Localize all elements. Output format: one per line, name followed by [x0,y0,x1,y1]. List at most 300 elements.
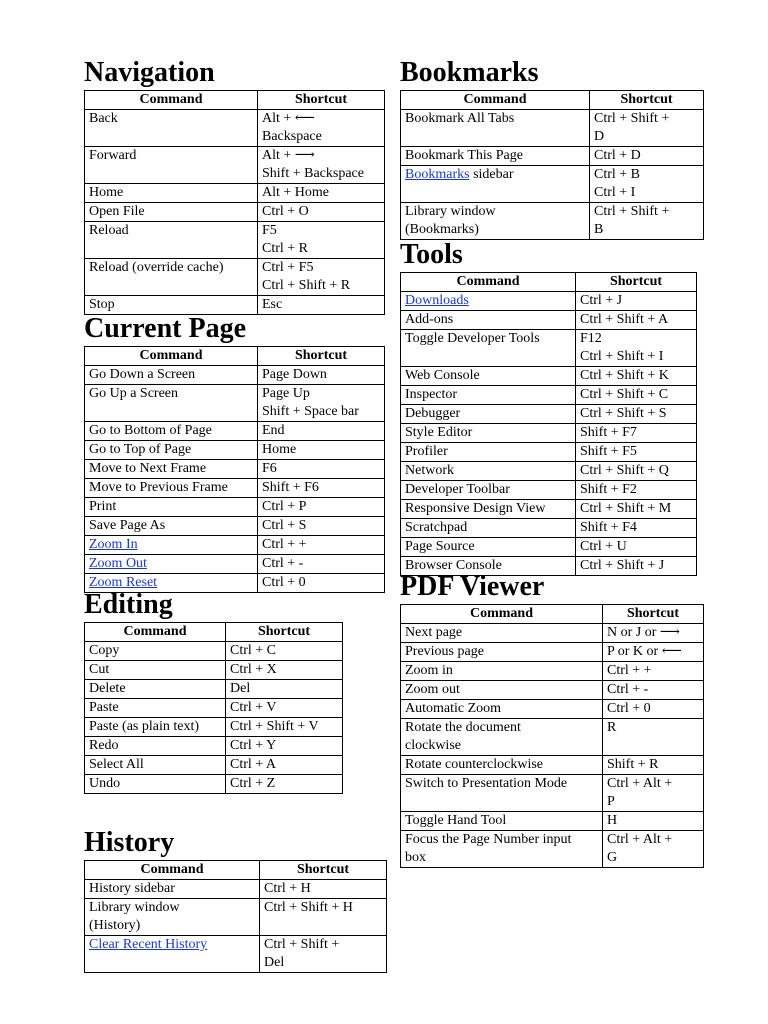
command-cell [85,366,258,385]
shortcut-cell [603,624,704,643]
table-row [85,479,385,498]
command-cell [401,311,576,330]
command-header: Command [401,605,603,624]
command-cell [401,443,576,462]
shortcut-text: F6 [262,461,277,476]
shortcut-cell [258,555,385,574]
pdf-viewer-section [400,572,704,868]
shortcut-text: Ctrl + U [580,539,627,554]
section-title: History [84,827,175,858]
table-row [85,296,385,315]
table-row [401,700,704,719]
command-cell [401,624,603,643]
command-cell [401,500,576,519]
bookmarks-section [400,58,704,240]
command-text: Open File [89,204,145,219]
shortcut-text: Backspace [262,129,322,144]
table-row [401,311,697,330]
shortcut-cell [576,405,697,424]
table-row [85,536,385,555]
command-text: Go Down a Screen [89,367,196,382]
command-line [89,536,253,554]
command-text: Home [89,185,124,200]
command-cell [85,479,258,498]
section-title: Tools [400,239,463,270]
shortcut-header: Shortcut [258,91,385,110]
command-cell [401,719,603,756]
shortcut-cell [226,661,343,680]
table-row [401,812,704,831]
shortcut-text: F12 [580,331,602,346]
command-text: Forward [89,148,137,163]
shortcut-text: Shift + F2 [580,482,637,497]
command-cell [85,441,258,460]
command-text: Rotate the document [405,720,521,735]
command-text: History sidebar [89,881,175,896]
table-row [85,661,343,680]
shortcut-cell [576,292,697,311]
table-row [85,441,385,460]
shortcut-text: Ctrl + H [264,881,311,896]
command-cell [85,718,226,737]
table-row [85,642,343,661]
shortcut-cell [603,700,704,719]
command-text: Paste (as plain text) [89,719,200,734]
command-link[interactable]: Zoom Reset [89,575,158,590]
command-cell [85,498,258,517]
shortcut-cell [576,367,697,386]
table-row [401,203,704,240]
command-link[interactable]: Downloads [405,293,469,308]
table-row [401,292,697,311]
command-text: (Bookmarks) [405,222,479,237]
command-cell [85,880,260,899]
shortcut-cell [258,259,385,296]
command-cell [401,538,576,557]
shortcut-cell [603,831,704,868]
table-row [401,481,697,500]
command-link[interactable]: Bookmarks [405,167,470,182]
command-text: box [405,850,426,865]
shortcut-cell [258,536,385,555]
command-cell [401,681,603,700]
command-text: Zoom out [405,682,460,697]
table-row [85,756,343,775]
command-text: Copy [89,643,120,658]
command-text: Move to Next Frame [89,461,207,476]
table-row [85,184,385,203]
shortcut-text: D [594,129,605,144]
shortcut-cell [258,296,385,315]
shortcut-table [400,604,704,868]
shortcut-header: Shortcut [590,91,704,110]
command-cell [85,936,260,973]
command-cell [85,756,226,775]
shortcut-cell [258,441,385,460]
table-row [401,147,704,166]
shortcut-cell [576,311,697,330]
shortcut-text: Ctrl + Shift + V [230,719,319,734]
shortcut-text: Alt + ⟶ [262,148,315,163]
shortcut-cell [603,643,704,662]
command-cell [401,831,603,868]
table-row [85,203,385,222]
command-header: Command [85,91,258,110]
command-text: Toggle Hand Tool [405,813,507,828]
shortcut-cell [576,519,697,538]
table-row [85,718,343,737]
shortcut-cell [258,517,385,536]
command-text: Web Console [405,368,480,383]
command-header: Command [401,273,576,292]
shortcut-header: Shortcut [226,623,343,642]
table-row [401,386,697,405]
command-cell [401,643,603,662]
command-text: Profiler [405,444,448,459]
shortcut-text: Ctrl + Z [230,776,276,791]
command-text: Paste [89,700,119,715]
shortcut-text: P [607,794,615,809]
command-cell [85,555,258,574]
shortcut-text: Ctrl + Shift + [594,111,670,126]
navigation-section [84,58,385,315]
command-text: Go to Top of Page [89,442,192,457]
command-cell [85,259,258,296]
shortcut-text: Ctrl + Shift + [264,937,340,952]
table-row [85,880,387,899]
command-cell [401,292,576,311]
command-header: Command [401,91,590,110]
table-row [85,366,385,385]
shortcut-text: Ctrl + S [262,518,307,533]
shortcut-text: Ctrl + O [262,204,309,219]
command-cell [401,110,590,147]
command-text: Zoom in [405,663,453,678]
shortcut-cell [576,443,697,462]
command-link[interactable]: Clear Recent History [89,937,208,952]
command-text: Save Page As [89,518,166,533]
shortcut-text: Ctrl + D [594,148,641,163]
shortcut-text: Ctrl + Shift + M [580,501,672,516]
command-cell [85,460,258,479]
shortcut-text: Shift + F7 [580,425,637,440]
shortcut-text: Ctrl + 0 [607,701,651,716]
shortcut-text: Ctrl + + [607,663,652,678]
command-cell [85,296,258,315]
shortcut-text: B [594,222,604,237]
shortcut-text: F5 [262,223,277,238]
shortcut-text: H [607,813,618,828]
command-text: Next page [405,625,463,640]
shortcut-text: Shift + Backspace [262,166,364,181]
command-header: Command [85,623,226,642]
table-row [401,462,697,481]
shortcut-text: Ctrl + Alt + [607,832,673,847]
command-cell [85,184,258,203]
command-cell [85,203,258,222]
table-row [401,330,697,367]
shortcut-cell [226,718,343,737]
shortcut-table [84,90,385,315]
shortcut-text: Del [264,955,285,970]
command-text: Go Up a Screen [89,386,179,401]
command-text: Browser Console [405,558,502,573]
shortcut-table [400,272,697,576]
shortcut-cell [258,222,385,259]
command-text: Back [89,111,118,126]
shortcut-cell [590,110,704,147]
shortcut-text: Ctrl + Y [230,738,277,753]
shortcut-text: Ctrl + B [594,167,641,182]
command-link[interactable]: Zoom Out [89,556,147,571]
shortcut-text: Ctrl + Shift + C [580,387,669,402]
shortcut-cell [258,460,385,479]
command-cell [85,422,258,441]
command-cell [401,424,576,443]
shortcut-cell [258,110,385,147]
shortcut-table [84,622,343,794]
shortcut-text: Ctrl + Shift + S [580,406,667,421]
shortcut-cell [603,662,704,681]
shortcut-text: Ctrl + Shift + K [580,368,669,383]
current-page-section [84,314,385,593]
shortcut-text: Alt + ⟵ [262,111,315,126]
shortcut-cell [576,330,697,367]
command-cell [401,462,576,481]
table-row [401,624,704,643]
table-row [85,680,343,699]
shortcut-cell [226,642,343,661]
shortcut-cell [576,538,697,557]
shortcut-text: Ctrl + C [230,643,277,658]
shortcut-text: N or J or ⟶ [607,625,680,640]
table-row [85,259,385,296]
table-row [85,775,343,794]
shortcut-cell [603,775,704,812]
shortcut-text: Ctrl + Shift + J [580,558,665,573]
table-row [85,555,385,574]
command-link[interactable]: Zoom In [89,537,138,552]
command-cell [85,147,258,184]
table-row [85,498,385,517]
command-text: Cut [89,662,110,677]
shortcut-text: G [607,850,618,865]
command-cell [85,680,226,699]
command-cell [401,367,576,386]
command-text: Inspector [405,387,458,402]
shortcut-header: Shortcut [260,861,387,880]
table-row [85,899,387,936]
shortcut-text: Ctrl + Shift + Q [580,463,669,478]
command-text: Undo [89,776,121,791]
table-row [401,519,697,538]
command-text: Bookmark This Page [405,148,523,163]
command-text: (History) [89,918,141,933]
shortcut-text: Page Up [262,386,310,401]
command-text: Page Source [405,539,475,554]
shortcut-cell [258,422,385,441]
table-row [401,756,704,775]
table-row [85,517,385,536]
shortcut-cell [590,203,704,240]
section-title: Editing [84,589,173,620]
command-line [89,936,255,954]
shortcut-text: Ctrl + R [262,241,309,256]
command-cell [401,481,576,500]
table-row [401,643,704,662]
table-row [401,424,697,443]
shortcut-cell [258,147,385,184]
shortcut-text: Shift + F5 [580,444,637,459]
command-header: Command [85,861,260,880]
shortcut-cell [226,737,343,756]
command-cell [85,899,260,936]
shortcut-text: Ctrl + P [262,499,307,514]
shortcut-text: Del [230,681,251,696]
table-row [401,405,697,424]
command-text: Reload [89,223,129,238]
section-title: Navigation [84,57,215,88]
shortcut-text: End [262,423,285,438]
shortcut-text: Shift + F4 [580,520,637,535]
table-row [401,831,704,868]
command-text: clockwise [405,738,461,753]
command-text: Responsive Design View [405,501,546,516]
command-text: Redo [89,738,119,753]
command-cell [85,642,226,661]
command-text: Developer Toolbar [405,482,510,497]
command-cell [401,756,603,775]
command-text: Scratchpad [405,520,468,535]
shortcut-table [84,346,385,593]
command-text: Add-ons [405,312,454,327]
command-cell [401,405,576,424]
command-text: Go to Bottom of Page [89,423,212,438]
shortcut-cell [258,385,385,422]
command-cell [85,737,226,756]
table-row [401,367,697,386]
tools-section [400,240,697,576]
shortcut-cell [576,424,697,443]
shortcut-text: Ctrl + A [230,757,277,772]
shortcut-cell [260,880,387,899]
command-text: Toggle Developer Tools [405,331,540,346]
shortcut-text: Home [262,442,297,457]
shortcut-header: Shortcut [258,347,385,366]
shortcut-text: Esc [262,297,283,312]
shortcut-text: Ctrl + Shift + R [262,278,351,293]
shortcut-text: Shift + F6 [262,480,319,495]
command-text: Select All [89,757,144,772]
command-cell [85,222,258,259]
command-cell [401,330,576,367]
command-text: Move to Previous Frame [89,480,228,495]
table-row [85,147,385,184]
command-cell [401,812,603,831]
table-row [85,460,385,479]
command-text: Delete [89,681,126,696]
table-row [85,699,343,718]
command-suffix: sidebar [469,167,514,182]
command-line [405,292,571,310]
shortcut-text: P or K or ⟵ [607,644,682,659]
command-cell [85,775,226,794]
command-cell [85,517,258,536]
command-text: Automatic Zoom [405,701,502,716]
shortcut-text: Ctrl + Shift + A [580,312,669,327]
shortcut-text: Ctrl + J [580,293,623,308]
shortcut-text: Ctrl + F5 [262,260,314,275]
command-line [89,555,253,573]
table-row [85,422,385,441]
shortcut-text: Shift + R [607,757,659,772]
command-cell [401,775,603,812]
shortcut-cell [258,498,385,517]
shortcut-text: Ctrl + Shift + H [264,900,353,915]
command-cell [85,536,258,555]
shortcut-text: Ctrl + + [262,537,307,552]
command-cell [85,699,226,718]
command-text: Library window [405,204,496,219]
shortcut-text: Ctrl + Shift + I [580,349,664,364]
shortcut-cell [258,479,385,498]
shortcut-cell [576,386,697,405]
table-row [85,222,385,259]
table-row [401,681,704,700]
shortcut-cell [226,699,343,718]
shortcut-text: Ctrl + V [230,700,277,715]
command-cell [401,166,590,203]
shortcut-cell [603,812,704,831]
shortcut-cell [603,756,704,775]
command-cell [85,110,258,147]
shortcut-cell [590,147,704,166]
table-row [85,936,387,973]
command-text: Print [89,499,117,514]
shortcut-table [400,90,704,240]
command-cell [401,203,590,240]
shortcut-cell [590,166,704,203]
command-text: Network [405,463,454,478]
section-title: PDF Viewer [400,571,545,602]
section-title: Bookmarks [400,57,539,88]
table-row [401,662,704,681]
shortcut-cell [576,462,697,481]
editing-section [84,590,343,794]
shortcut-text: Ctrl + I [594,185,636,200]
command-text: Stop [89,297,115,312]
command-text: Bookmark All Tabs [405,111,515,126]
command-text: Rotate counterclockwise [405,757,544,772]
command-cell [401,519,576,538]
table-row [85,737,343,756]
shortcut-text: Shift + Space bar [262,404,359,419]
command-header: Command [85,347,258,366]
shortcut-cell [603,681,704,700]
shortcut-text: Ctrl + 0 [262,575,306,590]
shortcut-table [84,860,387,973]
shortcut-text: Ctrl + - [262,556,304,571]
shortcut-text: Page Down [262,367,327,382]
shortcut-text: Ctrl + Shift + [594,204,670,219]
shortcut-cell [226,680,343,699]
shortcut-cell [576,500,697,519]
command-cell [401,147,590,166]
command-text: Debugger [405,406,461,421]
command-text: Focus the Page Number input [405,832,572,847]
table-row [401,719,704,756]
history-section [84,828,387,973]
